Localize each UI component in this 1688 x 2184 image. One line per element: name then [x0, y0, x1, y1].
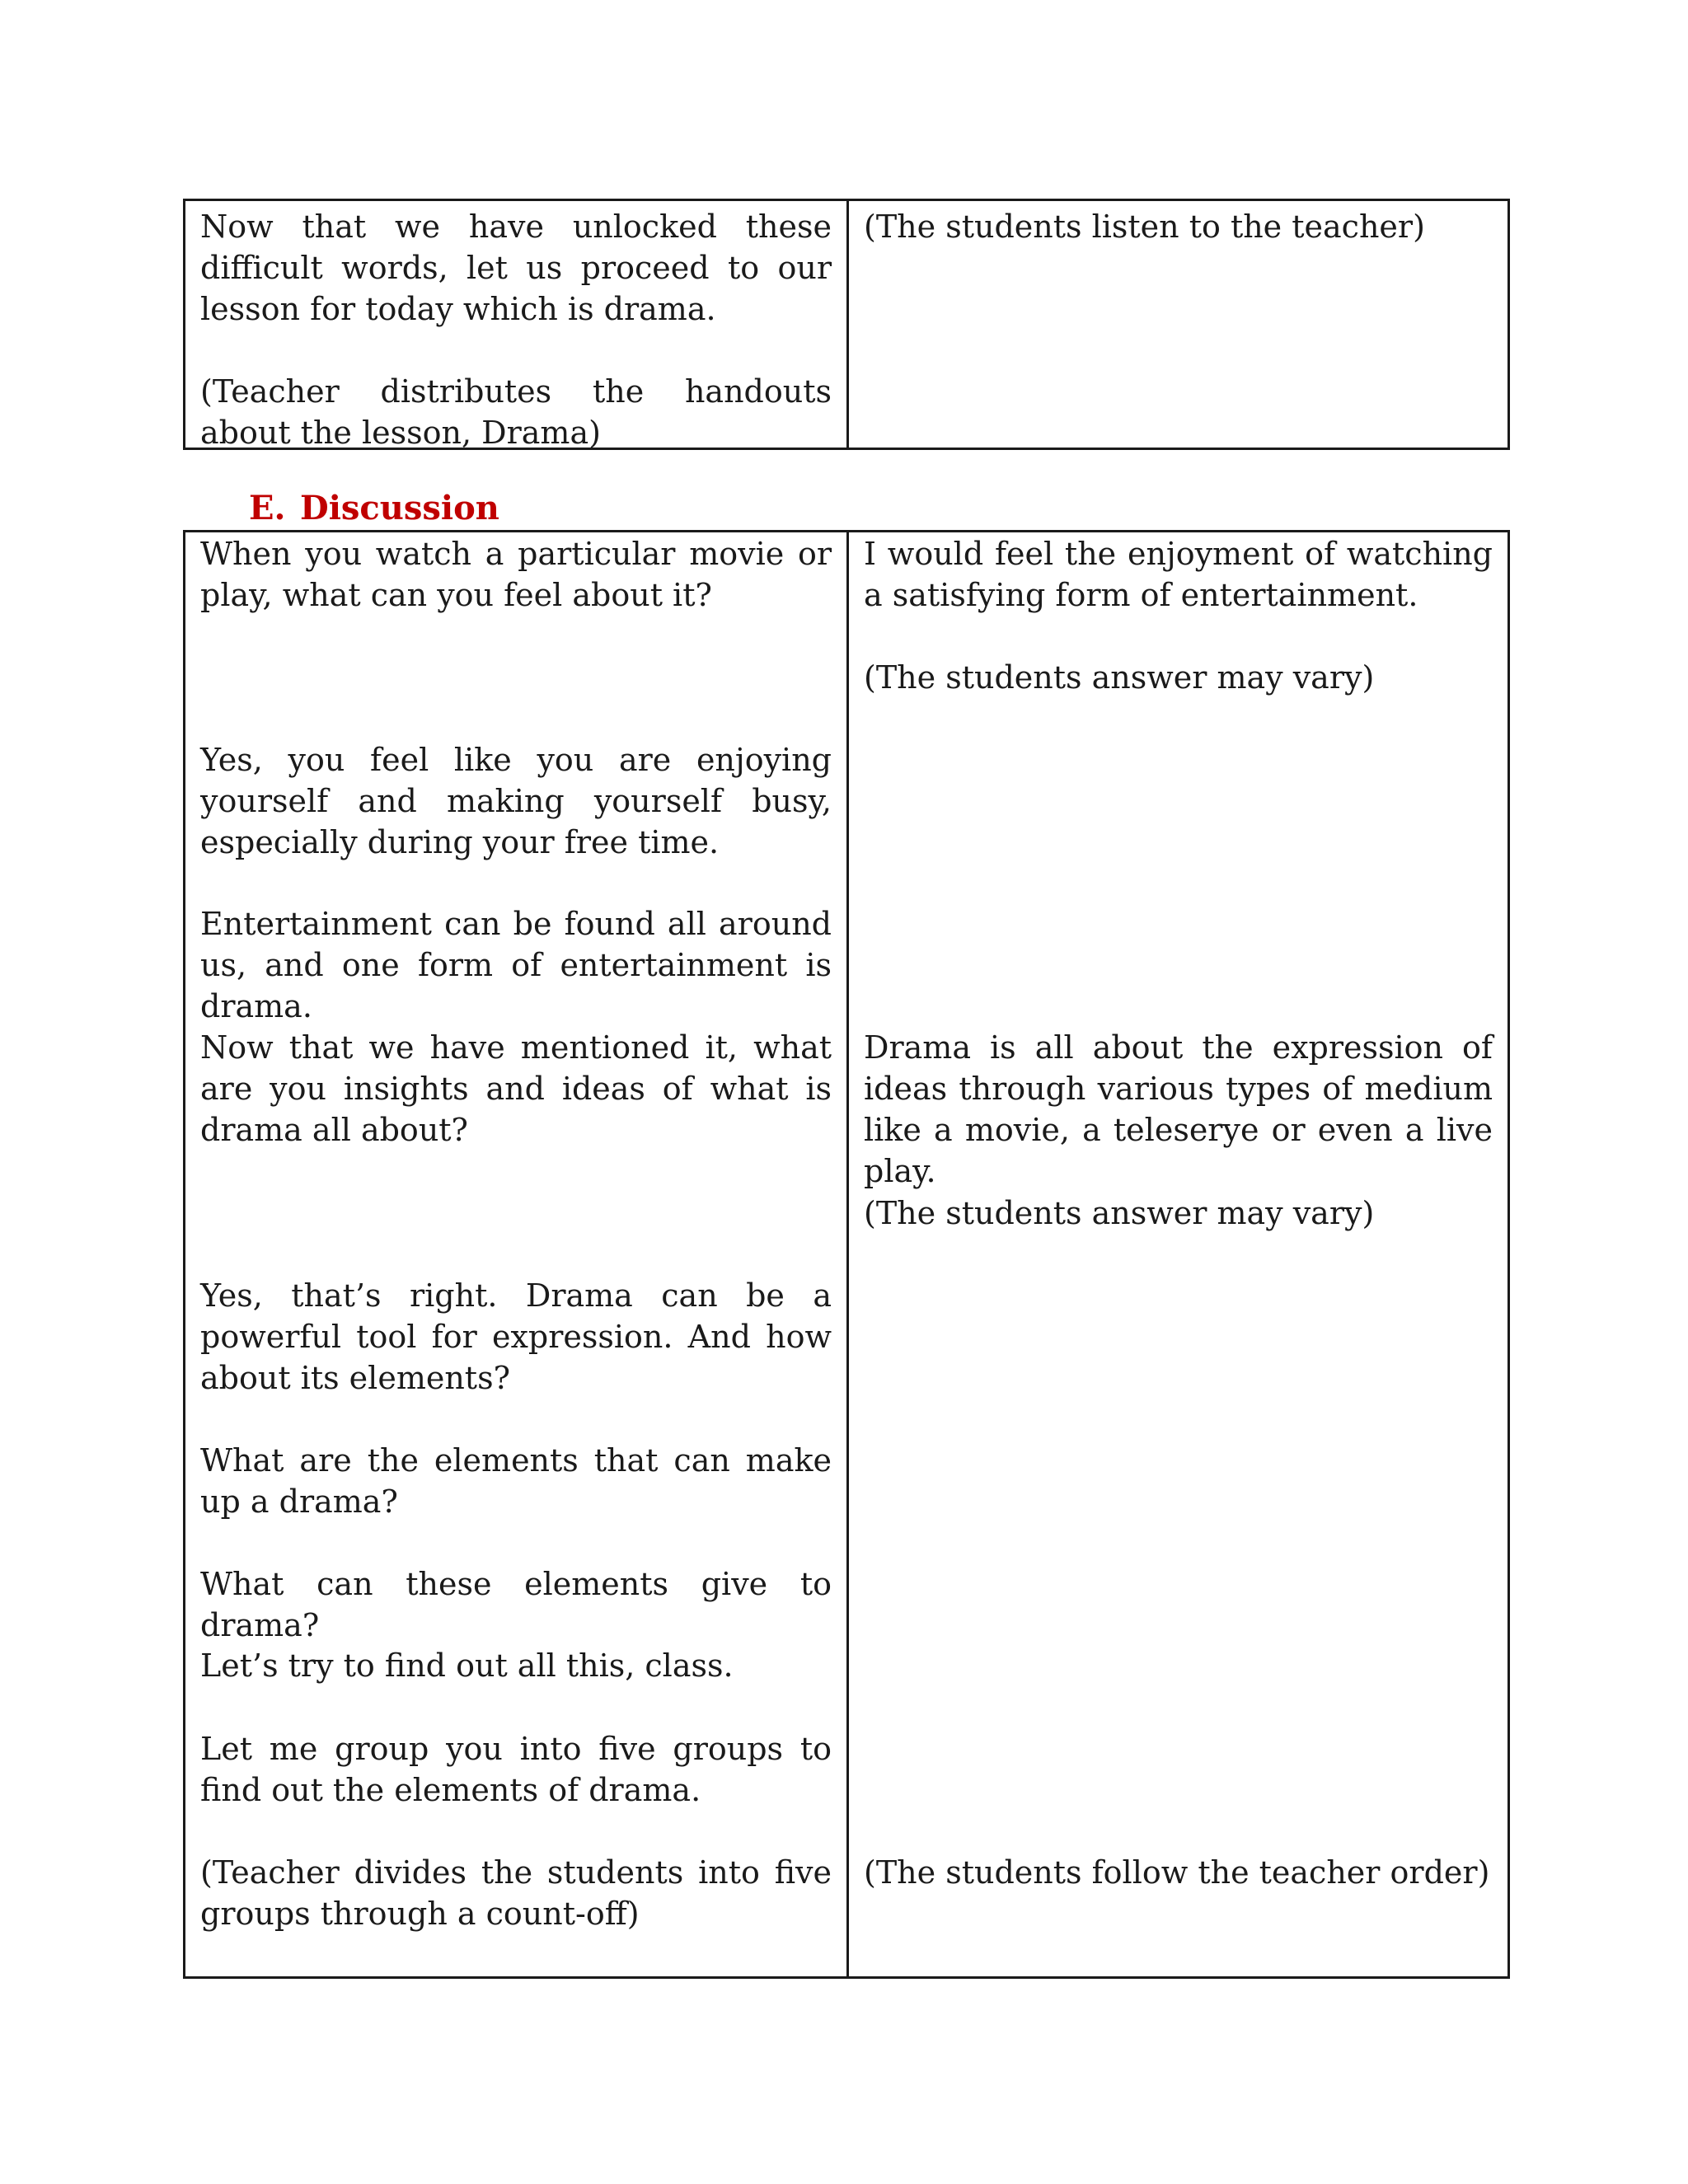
student-column — [849, 201, 1507, 448]
teacher-text: What can these elements give to drama? — [200, 1566, 832, 1643]
teacher-text: (Teacher divides the students into five groups through a count-off) — [200, 1854, 832, 1932]
student-text: (The students follow the teacher order) — [864, 1854, 1490, 1891]
student-column — [849, 532, 1507, 1976]
teacher-text: What are the elements that can make up a drama? — [200, 1442, 832, 1520]
student-text: (The students listen to the teacher) — [864, 209, 1425, 245]
teacher-text: (Teacher distributes the handouts about the lesson, Drama) — [200, 373, 832, 451]
discussion-table — [183, 530, 1510, 1979]
teacher-column — [185, 532, 849, 1976]
teacher-text: Now that we have mentioned it, what are you insights and ideas of what is drama all about? — [200, 1029, 832, 1148]
student-text: (The students answer may vary) — [864, 1195, 1375, 1231]
teacher-column — [185, 201, 849, 451]
student-text: Drama is all about the expression of ideas through various types of medium like a movie, a teleserye or even a live play. — [864, 1029, 1493, 1189]
teacher-text: Let me group you into five groups to find out the elements of drama. — [200, 1731, 832, 1808]
teacher-text: When you watch a particular movie or play, what can you feel about it? — [200, 536, 832, 613]
teacher-text: Entertainment can be found all around us, and one form of entertainment is drama. — [200, 906, 832, 1024]
student-text: I would feel the enjoyment of watching a satisfying form of entertainment. — [864, 536, 1493, 613]
teacher-text: Now that we have unlocked these difficult words, let us proceed to our lesson for today which is drama. — [200, 209, 832, 327]
student-text: (The students answer may vary) — [864, 659, 1375, 696]
lesson-table-top — [183, 199, 1510, 450]
section-letter: E. — [249, 489, 286, 527]
section-title: Discussion — [300, 489, 499, 527]
teacher-text: Let’s try to find out all this, class. — [200, 1647, 734, 1684]
teacher-text: Yes, that’s right. Drama can be a powerful tool for expression. And how about its elements? — [200, 1277, 832, 1396]
section-heading — [249, 488, 499, 529]
teacher-text: Yes, you feel like you are enjoying yourself and making yourself busy, especially during your free time. — [200, 742, 832, 860]
